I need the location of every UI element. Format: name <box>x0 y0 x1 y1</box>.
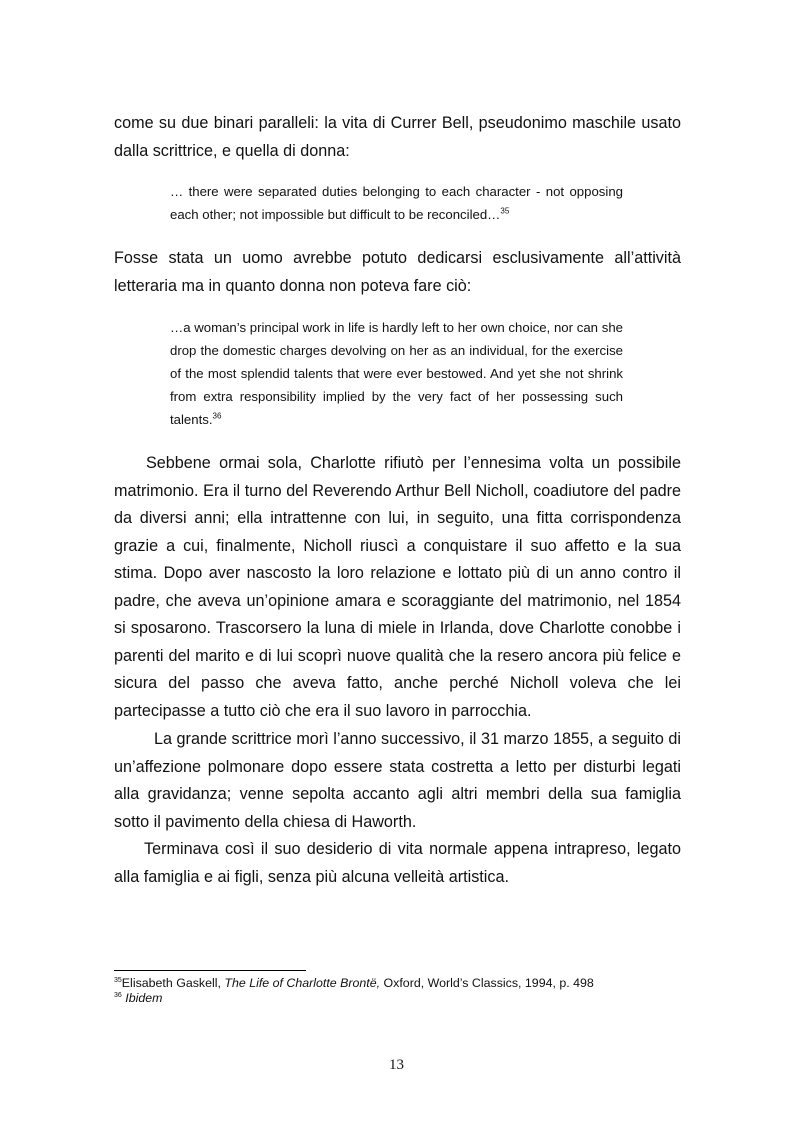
footnote-36-text: Ibidem <box>125 991 163 1005</box>
paragraph-3: Sebbene ormai sola, Charlotte rifiutò per l’ennesima volta un possibile matrimonio. Era il turno del Reverendo Arthur Bell Nicholl, coadiutore del padre da diversi anni; ella intrattenne con lui, in seguito, una fitta corrispondenza grazie a cui, finalmente, Nicholl riuscì a conquistare il suo affetto e la sua stima. Dopo aver nascosto la loro relazione e lottato più di un anno contro il padre, che aveva un’opinione amara e scoraggiante del matrimonio, nel 1854 si sposarono. Trascorsero la luna di miele in Irlanda, dove Charlotte conobbe i parenti del marito e di lui scoprì nuove qualità che la resero ancora più felice e sicura del passo che aveva fatto, anche perché Nicholl voleva che lei partecipasse a tutto ciò che era il suo lavoro in parrocchia. <box>114 454 681 720</box>
block-quote-1 <box>170 180 623 226</box>
block-quote-1-text: … there were separated duties belonging to each character - not opposing each other; not impossible but difficult to be reconciled… <box>170 184 623 222</box>
block-quote-2 <box>170 316 623 431</box>
paragraph-4: La grande scrittrice morì l’anno successivo, il 31 marzo 1855, a seguito di un’affezione polmonare dopo essere stata costretta a letto per disturbi legati alla gravidanza; venne sepolta accanto agli altri membri della sua famiglia sotto il pavimento della chiesa di Haworth. <box>114 730 681 831</box>
footnote-35 <box>114 976 694 991</box>
page-number: 13 <box>389 1057 404 1073</box>
footnote-35-author: Elisabeth Gaskell, <box>121 976 225 990</box>
footnotes <box>114 976 694 1006</box>
footnote-separator <box>114 970 306 971</box>
paragraph-1: come su due binari paralleli: la vita di Currer Bell, pseudonimo maschile usato dalla scrittrice, e quella di donna: <box>114 114 681 160</box>
footnote-ref-36: 36 <box>212 411 222 421</box>
footnote-35-number: 35 <box>114 976 122 984</box>
footnote-36 <box>114 991 694 1006</box>
footnote-35-rest: Oxford, World’s Classics, 1994, p. 498 <box>380 976 594 990</box>
footnote-ref-35: 35 <box>500 206 510 216</box>
footnote-35-title: The Life of Charlotte Brontë, <box>224 976 381 990</box>
paragraph-5: Terminava così il suo desiderio di vita normale appena intrapreso, legato alla famiglia e ai figli, senza più alcuna velleità artistica. <box>114 840 681 886</box>
block-quote-2-text: …a woman’s principal work in life is hardly left to her own choice, nor can she drop the domestic charges devolving on her as an individual, for the exercise of the most splendid talents that were ever bestowed. And yet she not shrink from extra responsibility implied by the very fact of her possessing such talents. <box>170 320 623 427</box>
footnote-36-number: 36 <box>114 991 122 999</box>
paragraph-2: Fosse stata un uomo avrebbe potuto dedicarsi esclusivamente all’attività letteraria ma in quanto donna non poteva fare ciò: <box>114 249 681 295</box>
